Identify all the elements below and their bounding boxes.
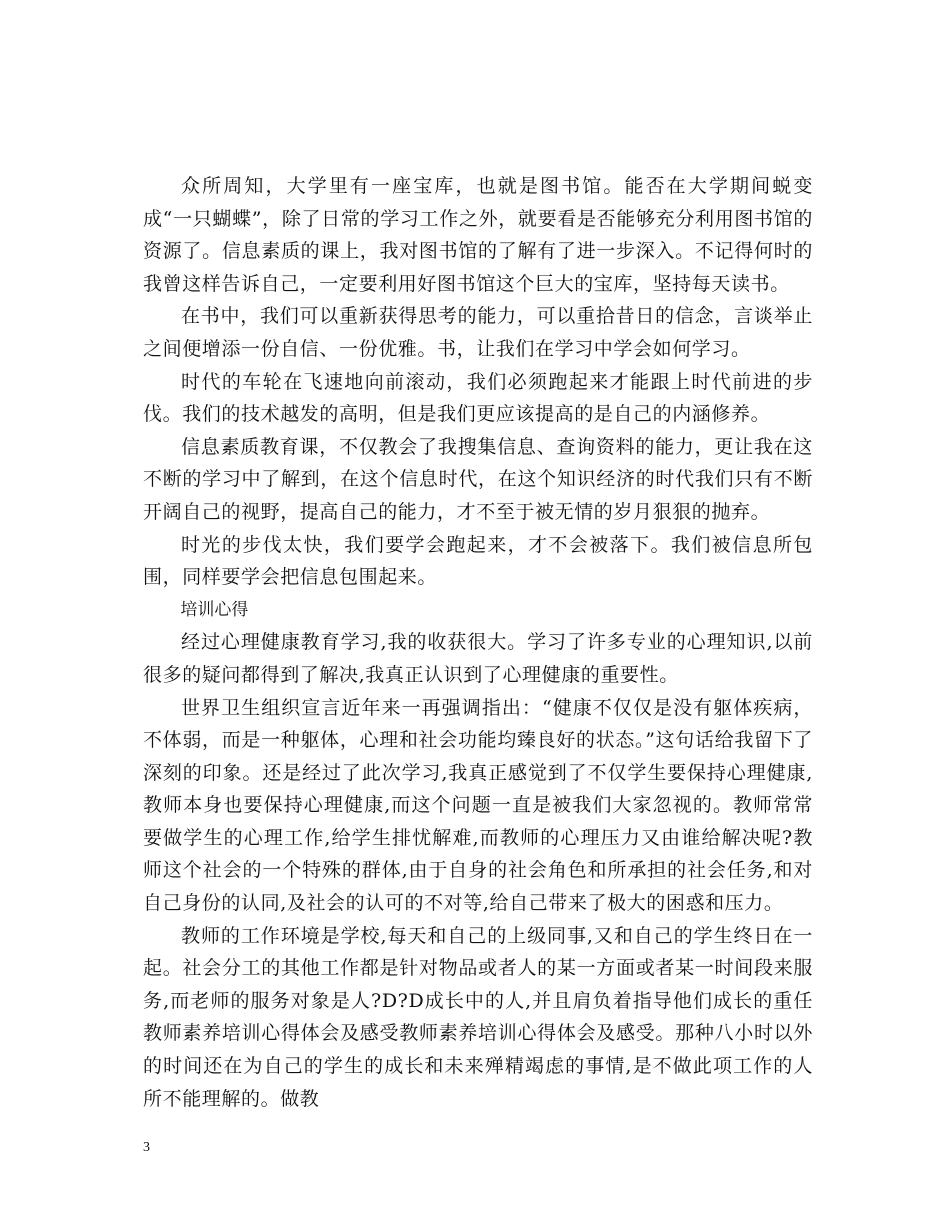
document-body	[143, 170, 813, 1115]
page-number: 3	[143, 1140, 150, 1155]
paragraph-who-declaration: 世界卫生组织宣言近年来一再强调指出：“健康不仅仅是没有躯体疾病，不体弱，而是一种躯体，心理和社会功能均臻良好的状态。”这句话给我留下了深刻的印象。还是经过了此次学习,我真正感觉到了不仅学生要保持心理健康,教师本身也要保持心理健康,而这个问题一直是被我们大家忽视的。教师常常要做学生的心理工作,给学生排忧解难,而教师的心理压力又由谁给解决呢?教师这个社会的一个特殊的群体,由于自身的社会角色和所承担的社会任务,和对自己身份的认同,及社会的认可的不对等,给自己带来了极大的困惑和压力。	[143, 696, 813, 915]
paragraph-pace: 时光的步伐太快，我们要学会跑起来，才不会被落下。我们被信息所包围，同样要学会把信息包围起来。	[143, 533, 813, 589]
paragraph-teacher-work: 教师的工作环境是学校,每天和自己的上级同事,又和自己的学生终日在一起。社会分工的其他工作都是针对物品或者人的某一方面或者某一时间段来服务,而老师的服务对象是人?D?D成长中的人,并且肩负着指导他们成长的重任教师素养培训心得体会及感受教师素养培训心得体会及感受。那种八小时以外的时间还在为自己的学生的成长和未来殚精竭虑的事情,是不做此项工作的人所不能理解的。做教	[143, 924, 813, 1110]
paragraph-info-course: 信息素质教育课，不仅教会了我搜集信息、查询资料的能力，更让我在这不断的学习中了解到，在这个信息时代，在这个知识经济的时代我们只有不断开阔自己的视野，提高自己的能力，才不至于被无情的岁月狠狠的抛弃。	[143, 435, 813, 523]
paragraph-library: 众所周知，大学里有一座宝库，也就是图书馆。能否在大学期间蜕变成“一只蝴蝶”，除了日常的学习工作之外，就要看是否能够充分利用图书馆的资源了。信息素质的课上，我对图书馆的了解有了进一步深入。不记得何时的我曾这样告诉自己，一定要利用好图书馆这个巨大的宝库，坚持每天读书。	[143, 175, 813, 295]
paragraph-mental-health: 经过心理健康教育学习,我的收获很大。学习了许多专业的心理知识,以前很多的疑问都得到了解决,我真正认识到了心理健康的重要性。	[143, 631, 813, 686]
paragraph-times: 时代的车轮在飞速地向前滚动，我们必须跑起来才能跟上时代前进的步伐。我们的技术越发的高明，但是我们更应该提高的是自己的内涵修养。	[143, 370, 813, 426]
paragraph-books: 在书中，我们可以重新获得思考的能力，可以重拾昔日的信念，言谈举止之间便增添一份自信、一份优雅。书，让我们在学习中学会如何学习。	[143, 305, 813, 360]
section-heading: 培训心得	[180, 599, 249, 620]
